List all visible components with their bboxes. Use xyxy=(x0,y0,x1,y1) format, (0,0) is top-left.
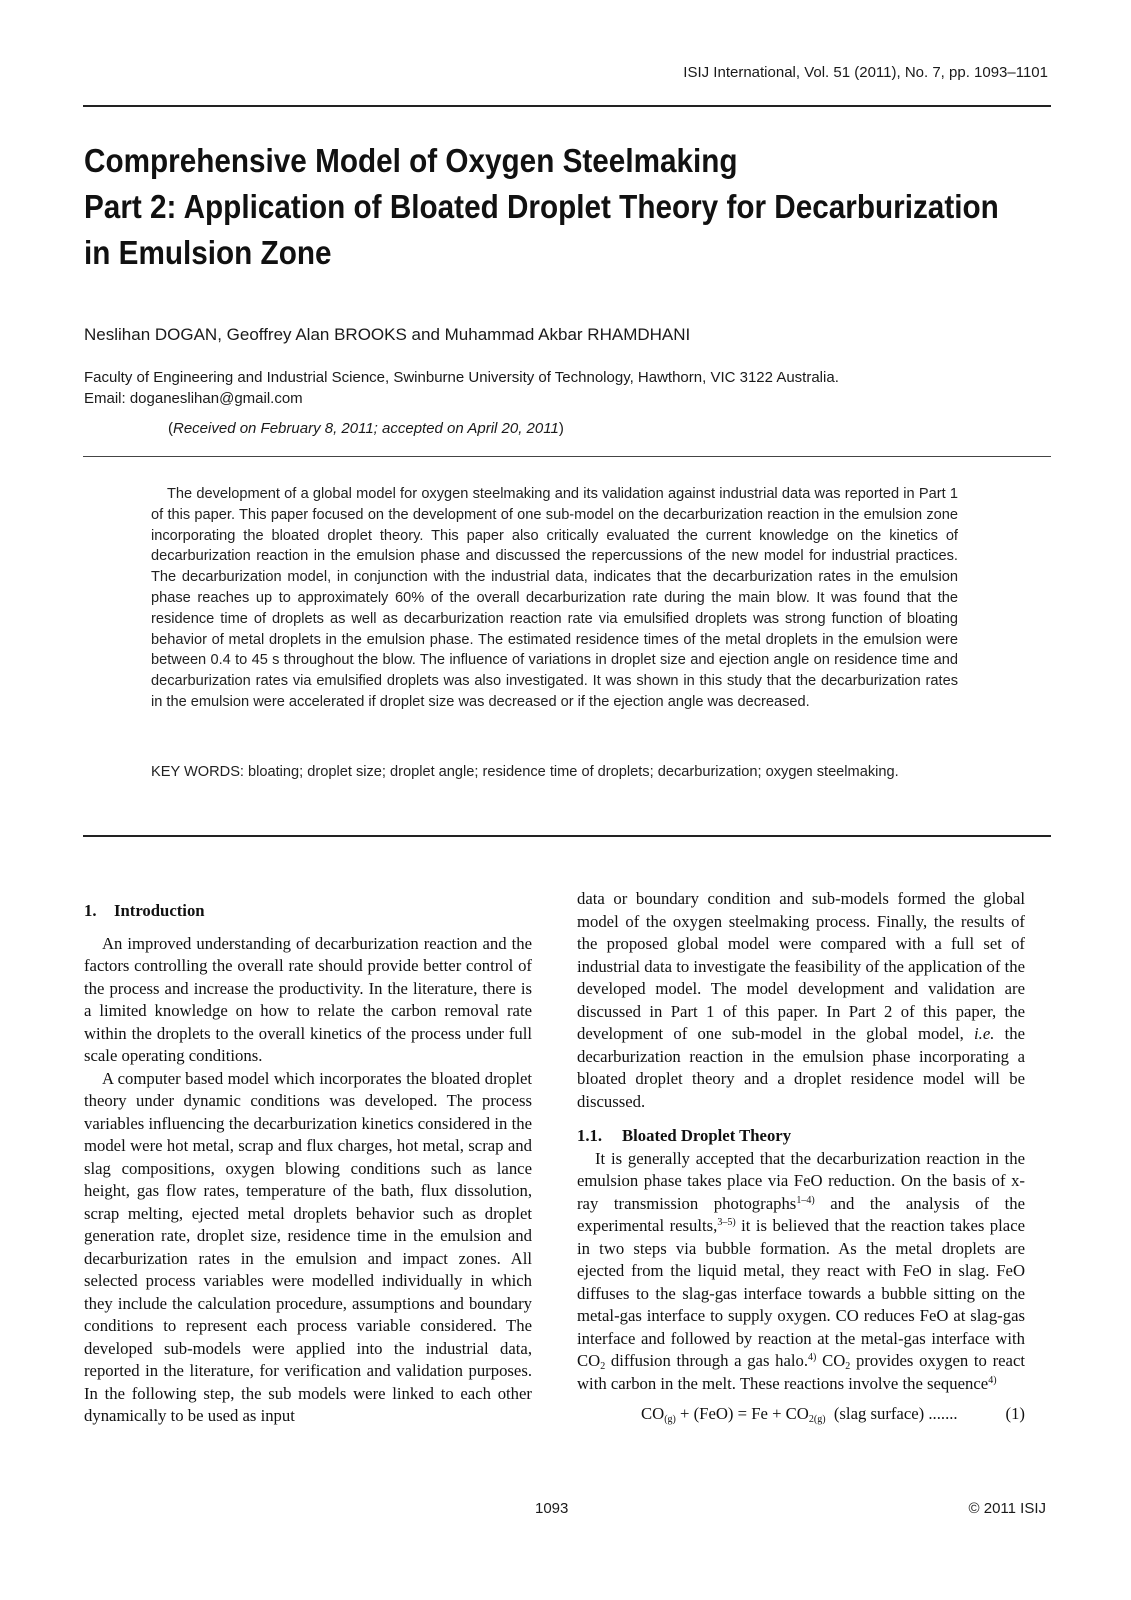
left-column xyxy=(84,900,532,1428)
paper-title xyxy=(84,138,1052,276)
citation-ref: 4) xyxy=(988,1374,997,1386)
received-text: Received on February 8, 2011; accepted on April 20, 2011 xyxy=(173,420,559,437)
intro-paragraph-2-continued: data or boundary condition and sub-models formed the global model of the oxygen steelmaking process. Finally, the results of the proposed global model were compared with a full set of industrial data to investigate the feasibility of the application of the developed model. The model development and validation are discussed in Part 1 of this paper. In Part 2 of this paper, the development of one sub-model in the global model, i.e. the decarburization reaction in the emulsion phase incorporating a bloated droplet theory and a droplet residence model will be discussed. xyxy=(577,889,1026,1111)
journal-reference: ISIJ International, Vol. 51 (2011), No. 7, pp. 1093–1101 xyxy=(683,64,1048,81)
intro-paragraph-1: An improved understanding of decarburization reaction and the factors controlling the overall rate should provide better control of the process and increase the productivity. In the literature, there is a limited knowledge on how to relate the carbon removal rate within the droplets to the overall kinetics of the process under full scale operating conditions. xyxy=(84,933,532,1065)
affiliation-email: Email: doganeslihan@gmail.com xyxy=(84,390,303,407)
equation-body: $CO_{(g)} + (FeO) = Fe + CO_{2(g)}$ (slag surface) ....... xyxy=(641,1404,958,1425)
received-dates: (Received on February 8, 2011; accepted on April 20, 2011) xyxy=(168,420,564,437)
section-heading-introduction xyxy=(84,900,532,923)
affiliation xyxy=(84,367,839,409)
equation-number: (1) xyxy=(1005,1404,1025,1423)
citation-ref: 4) xyxy=(808,1352,817,1363)
subsection-title: Bloated Droplet Theory xyxy=(622,1126,792,1145)
subsection-number: 1.1. xyxy=(577,1126,603,1145)
bloated-droplet-paragraph: It is generally accepted that the decarburization reaction in the emulsion phase takes place via FeO reduction. On the basis of x-ray transmission photographs$^{1-4)}$ and the analysis of the experimental results,$^{3-5)}$ it is believed that the reaction takes place in two steps via bubble formation. As the metal droplets are ejected from the liquid metal, they react with FeO in slag. FeO diffuses to the slag-gas interface towards a bubble sitting on the metal-gas interface to supply oxygen. CO reduces FeO at slag-gas interface and followed by reaction at the metal-gas interface with $CO_2$ diffusion through a gas halo.$^{4)}$ $CO_2$ provides oxygen to react with carbon in the melt. These reactions involve the sequence$^{4)}$ xyxy=(577,1148,1026,1393)
section-title: Introduction xyxy=(114,901,205,920)
abstract: The development of a global model for oxygen steelmaking and its validation against industrial data was reported in Part 1 of this paper. This paper focused on the development of one sub-model on the decarburization reaction in the emulsion zone incorporating the bloated droplet theory. This paper also critically evaluated the current knowledge on the kinetics of decarburization reaction in the emulsion phase and discussed the repercussions of the new model for industrial practices. The decarburization model, in conjunction with the industrial data, indicates that the decarburization rates in the emulsion phase reaches up to approximately 60% of the overall decarburization rate during the main blow. It was found that the residence time of droplets as well as decarburization reaction rate via emulsified droplets was strong function of bloating behavior of metal droplets in the emulsion phase. The estimated residence times of the metal droplets in the emulsion were between 0.4 to 45 s throughout the blow. The influence of variations in droplet size and ejection angle on residence time and decarburization rates via emulsified droplets was also investigated. It was shown in this study that the decarburization rates in the emulsion were accelerated if droplet size was decreased or if the ejection angle was decreased. xyxy=(151,486,958,710)
subsection-heading-bloated-droplet-theory xyxy=(577,1125,1025,1148)
citation-ref: 3–5) xyxy=(717,1217,736,1228)
page-number: 1093 xyxy=(535,1500,569,1517)
author-list: Neslihan DOGAN, Geoffrey Alan BROOKS and Muhammad Akbar RHAMDHANI xyxy=(84,325,691,344)
header-divider xyxy=(83,105,1051,107)
abstract-top-divider xyxy=(83,456,1051,457)
intro-paragraph-2: A computer based model which incorporates the bloated droplet theory under dynamic conditions was developed. The process variables influencing the decarburization kinetics considered in the model were hot metal, scrap and flux charges, hot metal, scrap and slag compositions, oxygen blowing conditions such as lance height, gas flow rates, temperature of the bath, flux dissolution, scrap melting, ejected metal droplets behavior such as droplet generation rate, droplet size, residence time in the emulsion and decarburization rates in the emulsion and impact zones. All selected process variables were modelled individually in which they include the calculation procedure, assumptions and boundary conditions to represent each process variable considered. The developed sub-models were applied into the industrial data, reported in the literature, for verification and validation purposes. In the following step, the sub models were linked to each other dynamically to be used as input xyxy=(84,1068,532,1425)
ie-abbreviation: i.e. xyxy=(974,1024,995,1043)
copyright: © 2011 ISIJ xyxy=(968,1500,1046,1517)
citation-ref: 1–4) xyxy=(796,1194,815,1206)
equation-1 xyxy=(577,1403,1025,1426)
title-line-1: Comprehensive Model of Oxygen Steelmaking xyxy=(84,142,738,179)
title-line-3: in Emulsion Zone xyxy=(84,234,332,271)
section-number: 1. xyxy=(84,901,97,920)
affiliation-institution: Faculty of Engineering and Industrial Science, Swinburne University of Technology, Hawthorn, VIC 3122 Australia. xyxy=(84,369,839,386)
title-line-2: Part 2: Application of Bloated Droplet Theory for Decarburization xyxy=(84,188,999,225)
keywords: KEY WORDS: bloating; droplet size; droplet angle; residence time of droplets; decarburization; oxygen steelmaking. xyxy=(151,764,899,780)
abstract-bottom-divider xyxy=(83,835,1051,837)
right-column xyxy=(577,888,1025,1426)
